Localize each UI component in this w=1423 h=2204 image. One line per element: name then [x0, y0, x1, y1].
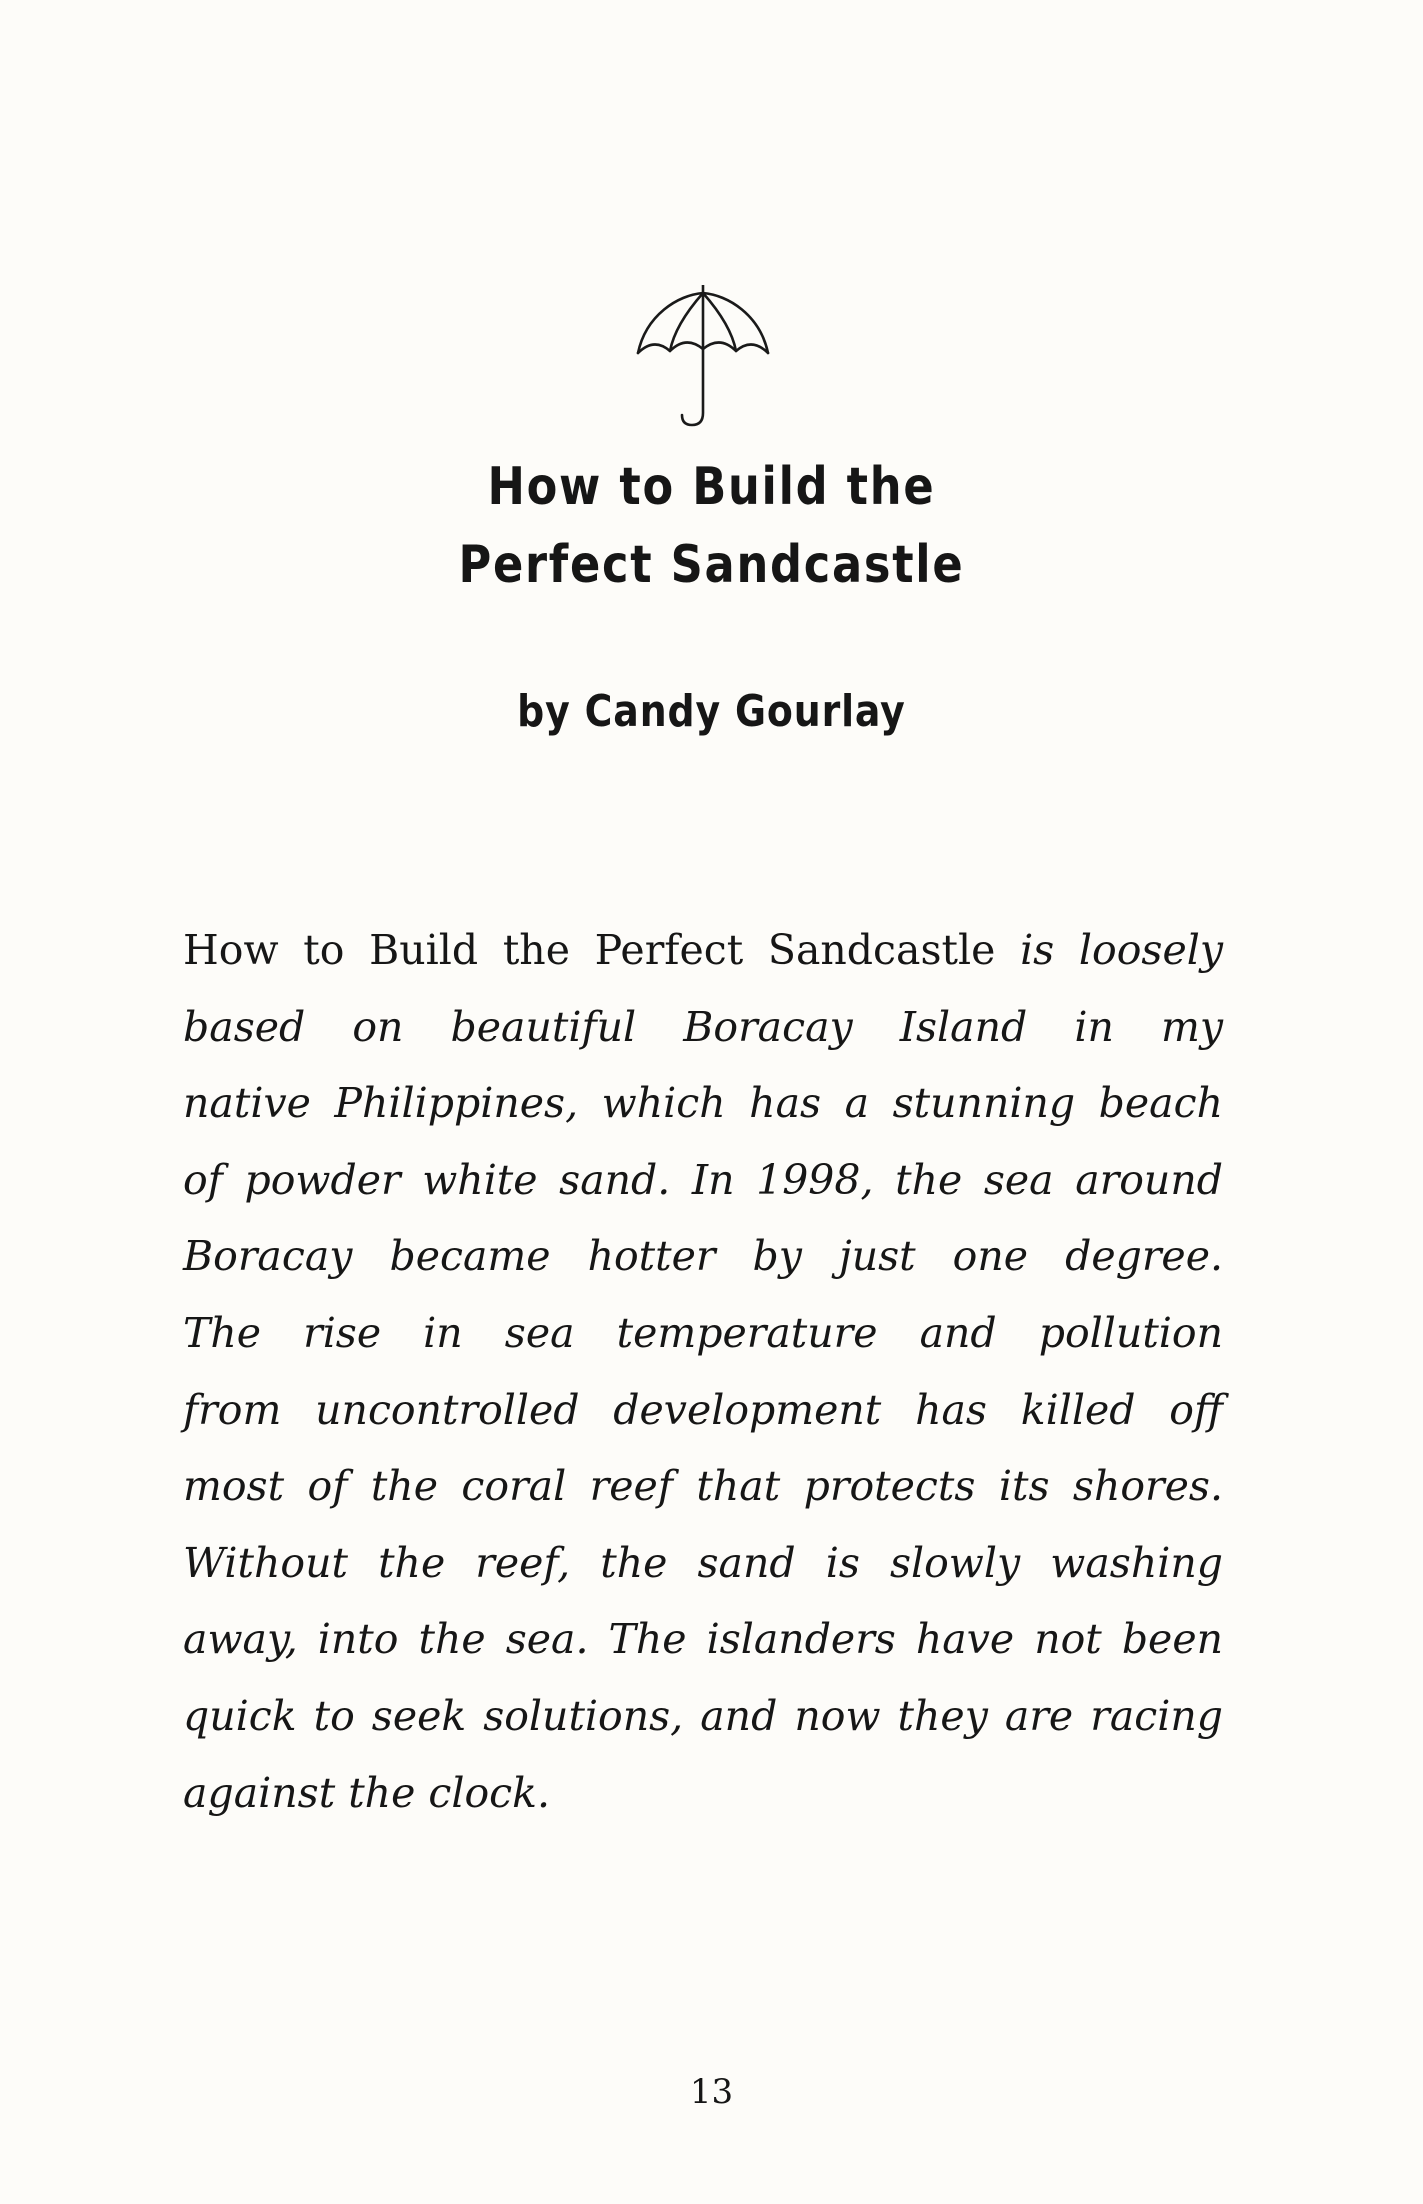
page-title: [100, 448, 1324, 604]
body-line: most of the coral reef that protects its shores.: [183, 1462, 1223, 1511]
body-line: [183, 912, 1223, 989]
italic-text: is loosely: [995, 926, 1223, 974]
body-line: Boracay became hotter by just one degree.: [183, 1232, 1223, 1281]
title-line-2: Perfect Sandcastle: [458, 535, 965, 595]
body-line: of powder white sand. In 1998, the sea around: [183, 1155, 1223, 1204]
body-line: away, into the sea. The islanders have not been: [183, 1615, 1223, 1664]
body-line: Without the reef, the sand is slowly washing: [183, 1538, 1223, 1587]
author-byline: by Candy Gourlay: [517, 686, 906, 737]
body-line: native Philippines, which has a stunning beach: [183, 1079, 1223, 1128]
body-line: against the clock.: [183, 1768, 550, 1817]
body-line: quick to seek solutions, and now they are racing: [183, 1691, 1223, 1740]
work-title-text: How to Build the Perfect Sandcastle: [183, 926, 996, 974]
body-line: The rise in sea temperature and pollution: [183, 1308, 1223, 1357]
umbrella-icon: [628, 285, 778, 435]
body-paragraph: [183, 912, 1223, 1831]
body-line: based on beautiful Boracay Island in my: [183, 1002, 1223, 1051]
page-number: 13: [689, 2072, 734, 2112]
title-line-1: How to Build the: [487, 457, 936, 517]
body-line: from uncontrolled development has killed off: [183, 1385, 1223, 1434]
